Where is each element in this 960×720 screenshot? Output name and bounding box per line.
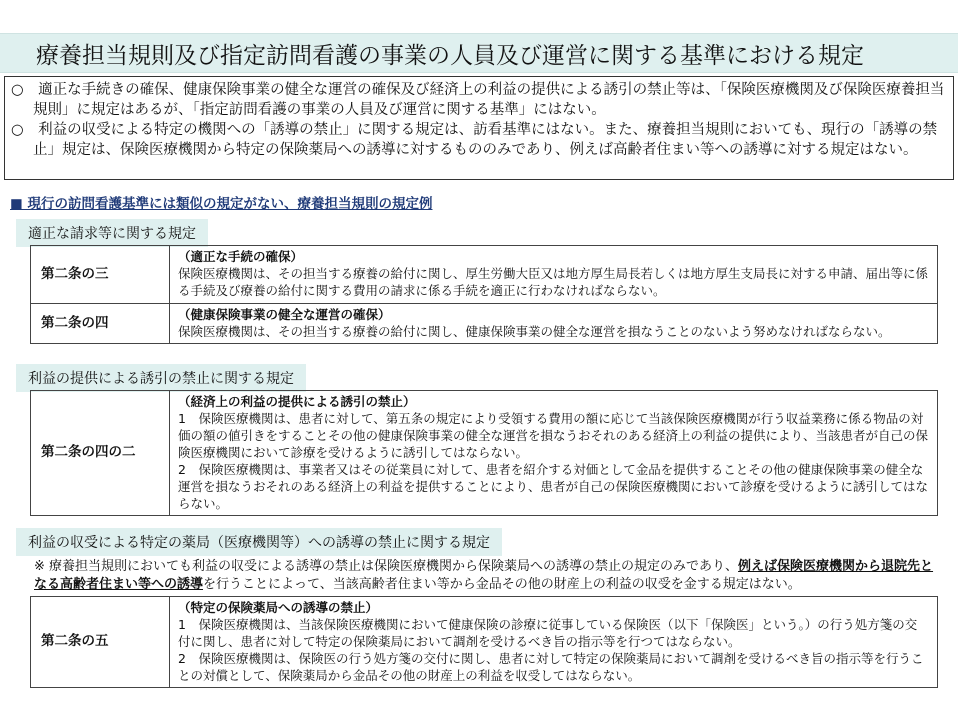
article-subtitle: （経済上の利益の提供による誘引の禁止） [178,394,416,409]
article-text: 2 保険医療機関は、事業者又はその従業員に対して、患者を紹介する対価として金品を提供することその他の健康保険事業の健全な運営を損なうおそれのある経済上の利益を提供することにより、患者が自己の保険医療機関において診療を受けるように誘引してはならない。 [178,462,929,511]
section-label-proper-claims: 適正な請求等に関する規定 [16,219,208,247]
article-subtitle: （特定の保険薬局への誘導の禁止） [178,600,379,615]
title-bar [0,33,958,73]
article-text: 1 保険医療機関は、当該保険医療機関において健康保険の診療に従事している保険医（以下「保険医」という。）の行う処方箋の交付に関し、患者に対して特定の保険薬局において調剤を受けるべき旨の指示等を行つてはならない。 [178,617,918,649]
article-body [170,391,938,516]
article-body [170,246,938,304]
section-label-inducement: 利益の提供による誘引の禁止に関する規定 [16,364,306,392]
table-row [31,391,938,516]
article-number: 第二条の三 [31,246,170,304]
summary-box [4,76,954,180]
page-title: 療養担当規則及び指定訪問看護の事業の人員及び運営に関する基準における規定 [36,43,864,69]
article-number: 第二条の四の二 [31,391,170,516]
article-body [170,304,938,344]
article-table-inducement [30,390,938,516]
table-row [31,246,938,304]
article-subtitle: （健康保険事業の健全な運営の確保） [178,307,391,322]
section-label-referral: 利益の収受による特定の薬局（医療機関等）への誘導の禁止に関する規定 [16,528,502,556]
section-heading: ■ 現行の訪問看護基準には類似の規定がない、療養担当規則の規定例 [10,196,433,212]
summary-point: ○ 適正な手続きの確保、健康保険事業の健全な運営の確保及び経済上の利益の提供による誘引の禁止等は、「保険医療機関及び保険医療養担当規則」に規定はあるが、「指定訪問看護の事業の人員及び運営に関する基準」にはない。 [11,82,945,118]
table-row [31,304,938,344]
article-number: 第二条の五 [31,597,170,688]
referral-note [34,558,934,594]
article-text: 保険医療機関は、その担当する療養の給付に関し、健康保険事業の健全な運営を損なうことのないよう努めなければならない。 [178,324,891,339]
article-text: 1 保険医療機関は、患者に対して、第五条の規定により受領する費用の額に応じて当該保険医療機関が行う収益業務に係る物品の対価の額の値引きをすることその他の健康保険事業の健全な運営を損なうおそれのある経済上の利益の提供により、当該患者が自己の保険医療機関において診療を受けるように誘引してはならない。 [178,411,929,460]
note-text: を行うことによって、当該高齢者住まい等から金品その他の財産上の利益の収受を金する規定はない。 [203,577,801,592]
article-body [170,597,938,688]
article-text: 2 保険医療機関は、保険医の行う処方箋の交付に関し、患者に対して特定の保険薬局において調剤を受けるべき旨の指示等を行うことの対償として、保険薬局から金品その他の財産上の利益を収受してはならない。 [178,651,924,683]
note-text: ※ 療養担当規則においても利益の収受による誘導の禁止は保険医療機関から保険薬局への誘導の禁止の規定のみであり、 [34,559,739,574]
article-table-proper-claims [30,245,938,344]
table-row [31,597,938,688]
note-emphasis: 例えば保険医療機関から退院先となる高齢者住まい等への誘導 [34,559,934,592]
summary-point: ○ 利益の収受による特定の機関への「誘導の禁止」に関する規定は、訪看基準にはない。また、療養担当規則においても、現行の「誘導の禁止」規定は、保険医療機関から特定の保険薬局への誘導に対するもののみであり、例えば高齢者住まい等への誘導に対する規定はない。 [11,122,938,158]
article-subtitle: （適正な手続の確保） [178,249,304,264]
article-table-referral [30,596,938,688]
article-text: 保険医療機関は、その担当する療養の給付に関し、厚生労働大臣又は地方厚生局長若しくは地方厚生支局長に対する申請、届出等に係る手続及び療養の給付に関する費用の請求に係る手続を適正に行わなければならない。 [178,266,929,298]
article-number: 第二条の四 [31,304,170,344]
